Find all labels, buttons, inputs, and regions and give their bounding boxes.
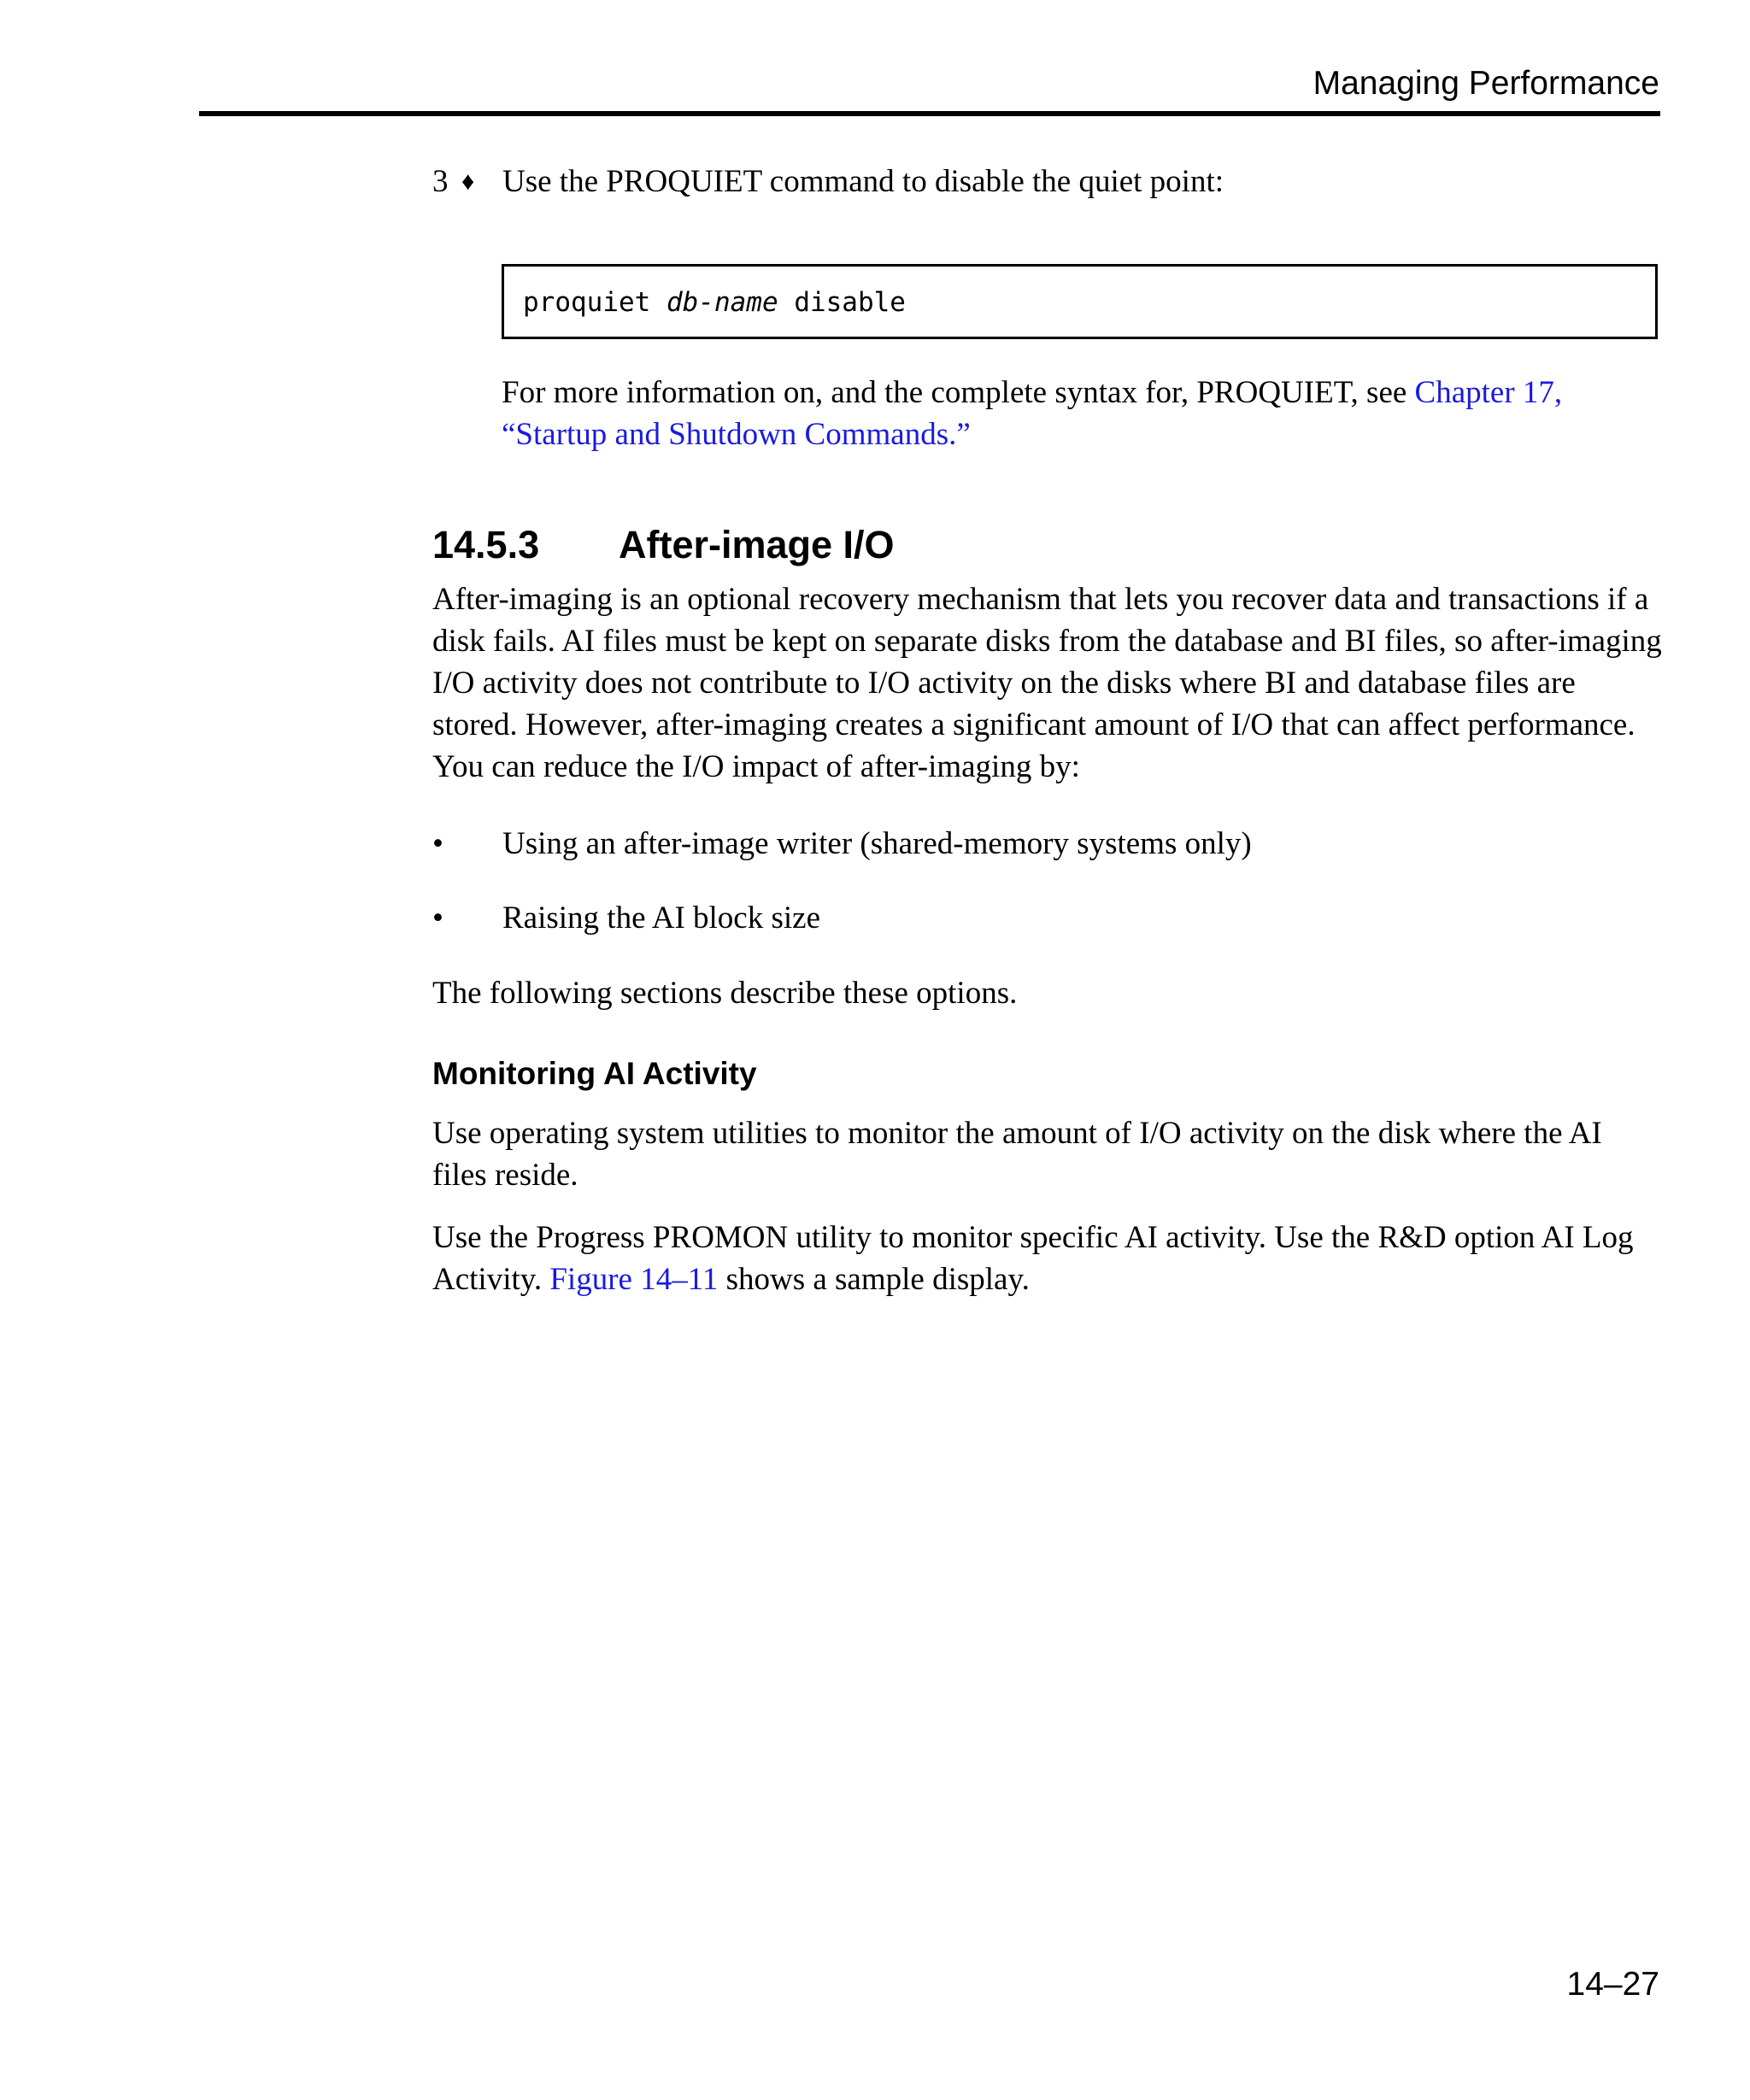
section-number: 14.5.3: [432, 523, 540, 566]
code-option: disable: [794, 287, 906, 318]
more-info-text: For more information on, and the complete syntax for, PROQUIET, see: [502, 375, 1415, 410]
running-header-title: Managing Performance: [1312, 65, 1659, 102]
more-info-paragraph: [502, 372, 1664, 455]
monitoring-heading: Monitoring AI Activity: [432, 1056, 757, 1091]
section-heading: [432, 519, 895, 571]
step-text: Use the PROQUIET command to disable the quiet point:: [502, 164, 1224, 199]
monitoring-paragraph-2: [432, 1217, 1663, 1300]
after-imaging-paragraph: After-imaging is an optional recovery mechanism that lets you recover data and transactions if a disk fails. AI files must be kept on separate disks from the database and BI files, so after-imaging I/O activity does not contribute to I/O activity on the disks where BI and database files are stored. However, after-imaging creates a significant amount of I/O that can affect performance. You can reduce the I/O impact of after-imaging by:: [432, 582, 1662, 784]
monitoring-text-after: shows a sample display.: [718, 1262, 1030, 1297]
bullet-icon: •: [432, 826, 443, 861]
page-number: 14–27: [1566, 1966, 1659, 2003]
startup-shutdown-commands-link[interactable]: “Startup and Shutdown Commands.”: [502, 417, 971, 452]
step-diamond-icon: ♦: [461, 167, 475, 196]
options-followup: The following sections describe these options.: [432, 976, 1018, 1011]
chapter-17-link[interactable]: Chapter 17,: [1414, 375, 1563, 410]
code-argument: db-name: [666, 287, 778, 318]
code-command: proquiet: [523, 287, 651, 318]
step-number: 3: [432, 164, 449, 199]
code-line: [523, 287, 906, 318]
code-block: [502, 264, 1658, 339]
section-title: After-image I/O: [619, 523, 895, 566]
bullet-icon: •: [432, 900, 443, 936]
header-rule: [199, 111, 1660, 116]
monitoring-text-before: Use the Progress PROMON utility to monitor specific AI activity. Use the R&D option AI Log Activity.: [432, 1220, 1634, 1297]
monitoring-paragraph-1: Use operating system utilities to monitor the amount of I/O activity on the disk where the AI files reside.: [432, 1116, 1602, 1193]
bullet-text: Using an after-image writer (shared-memory systems only): [502, 826, 1252, 861]
bullet-text: Raising the AI block size: [502, 900, 820, 936]
figure-14-11-link[interactable]: Figure 14–11: [549, 1262, 719, 1297]
